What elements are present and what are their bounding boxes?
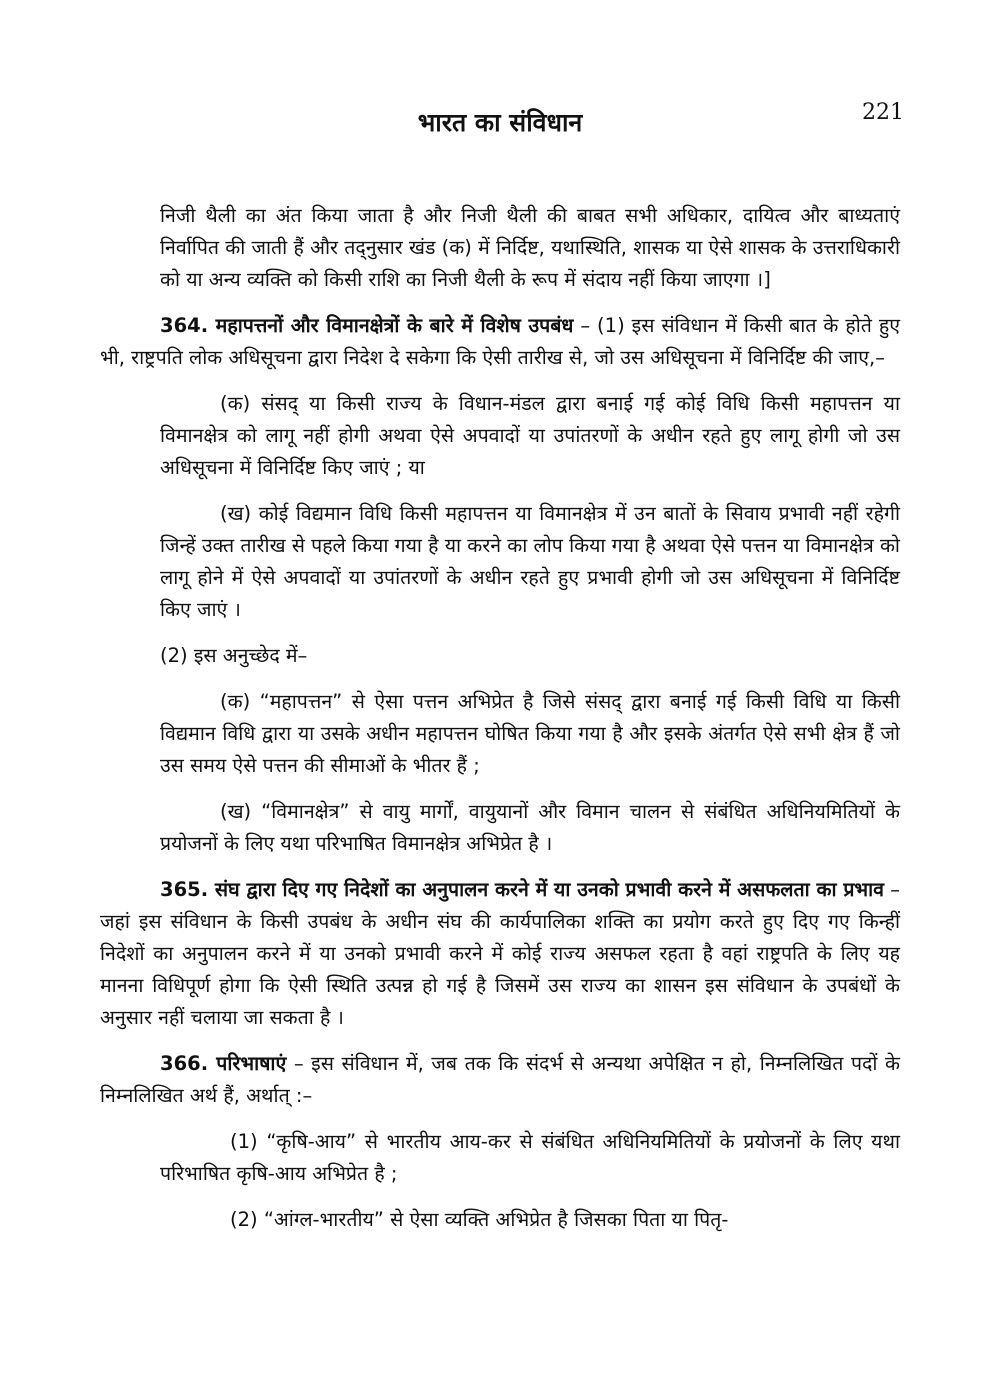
article-366 — [100, 1048, 900, 1112]
article-366-definition-1: (1) “कृषि-आय” से भारतीय आय-कर से संबंधित अधिनियमितियों के प्रयोजनों के लिए यथा परिभाषित कृषि-आय अभिप्रेत है ; — [160, 1130, 900, 1185]
article-365 — [100, 874, 900, 1034]
page-title: भारत का संविधान — [417, 108, 583, 137]
article-364-clause-2-ka: (क) “महापत्तन” से ऐसा पत्तन अभिप्रेत है जिसे संसद् द्वारा बनाई गई किसी विधि या किसी विद्यमान विधि द्वारा या उसके अधीन महापत्तन घोषित किया गया है और इसके अंतर्गत ऐसे सभी क्षेत्र हैं जो उस समय ऐसे पत्तन की सीमाओं के भीतर हैं ; — [160, 690, 900, 777]
article-365-text: – जहां इस संविधान के किसी उपबंध के अधीन संघ की कार्यपालिका शक्ति का प्रयोग करते हुए दिए गए किन्हीं निदेशों का अनुपालन करने में या उनको प्रभावी करने में कोई राज्य असफल रहता है वहां राष्ट्रपति के लिए यह मानना विधिपूर्ण होगा कि ऐसी स्थिति उत्पन्न हो गई है जिसमें उस राज्य का शासन इस संविधान के उपबंधों के अनुसार नहीं चलाया जा सकता है । — [100, 878, 900, 1029]
document-body — [100, 200, 900, 1250]
article-364-clause-kha: (ख) कोई विद्यमान विधि किसी महापत्तन या विमानक्षेत्र में उन बातों के सिवाय प्रभावी नहीं रहेगी जिन्हें उक्त तारीख से पहले किया गया है या करने का लोप किया गया है अथवा ऐसे पत्तन या विमानक्षेत्र को लागू होने में ऐसे अपवादों या उपांतरणों के अधीन रहते हुए प्रभावी होगी जो उस अधिसूचना में विनिर्दिष्ट किए जाएं । — [160, 502, 900, 621]
article-364-clause-2-kha: (ख) “विमानक्षेत्र” से वायु मार्गों, वायुयानों और विमान चालन से संबंधित अधिनियमितियों के प्रयोजनों के लिए यथा परिभाषित विमानक्षेत्र अभिप्रेत है । — [160, 800, 900, 855]
article-364-text: – (1) इस संविधान में किसी बात के होते हुए भी, राष्ट्रपति लोक अधिसूचना द्वारा निदेश दे सकेगा कि ऐसी तारीख से, जो उस अधिसूचना में विनिर्दिष्ट की जाए,– — [100, 314, 900, 369]
article-365-heading: 365. संघ द्वारा दिए गए निदेशों का अनुपालन करने में या उनको प्रभावी करने में असफलता का प्रभाव — [160, 878, 885, 901]
article-364 — [100, 310, 900, 374]
article-366-text: – इस संविधान में, जब तक कि संदर्भ से अन्यथा अपेक्षित न हो, निम्नलिखित पदों के निम्नलिखित अर्थ हैं, अर्थात् :– — [100, 1052, 900, 1107]
article-366-heading: 366. परिभाषाएं — [160, 1052, 287, 1075]
intro-paragraph: निजी थैली का अंत किया जाता है और निजी थैली की बाबत सभी अधिकार, दायित्व और बाध्यताएं निर्वापित की जाती हैं और तद्नुसार खंड (क) में निर्दिष्ट, यथास्थिति, शासक या ऐसे शासक के उत्तराधिकारी को या अन्य व्यक्ति को किसी राशि का निजी थैली के रूप में संदाय नहीं किया जाएगा ।] — [160, 204, 900, 291]
article-364-clause-2: (2) इस अनुच्छेद में– — [160, 644, 308, 667]
article-366-definition-2: (2) “आंग्ल-भारतीय” से ऐसा व्यक्ति अभिप्रेत है जिसका पिता या पितृ- — [230, 1208, 729, 1231]
article-364-heading: 364. महापत्तनों और विमानक्षेत्रों के बारे में विशेष उपबंध — [160, 314, 574, 337]
page-number: 221 — [862, 100, 904, 125]
article-364-clause-ka: (क) संसद् या किसी राज्य के विधान-मंडल द्वारा बनाई गई कोई विधि किसी महापत्तन या विमानक्षेत्र को लागू नहीं होगी अथवा ऐसे अपवादों या उपांतरणों के अधीन रहते हुए लागू होगी जो उस अधिसूचना में विनिर्दिष्ट किए जाएं ; या — [160, 392, 900, 479]
